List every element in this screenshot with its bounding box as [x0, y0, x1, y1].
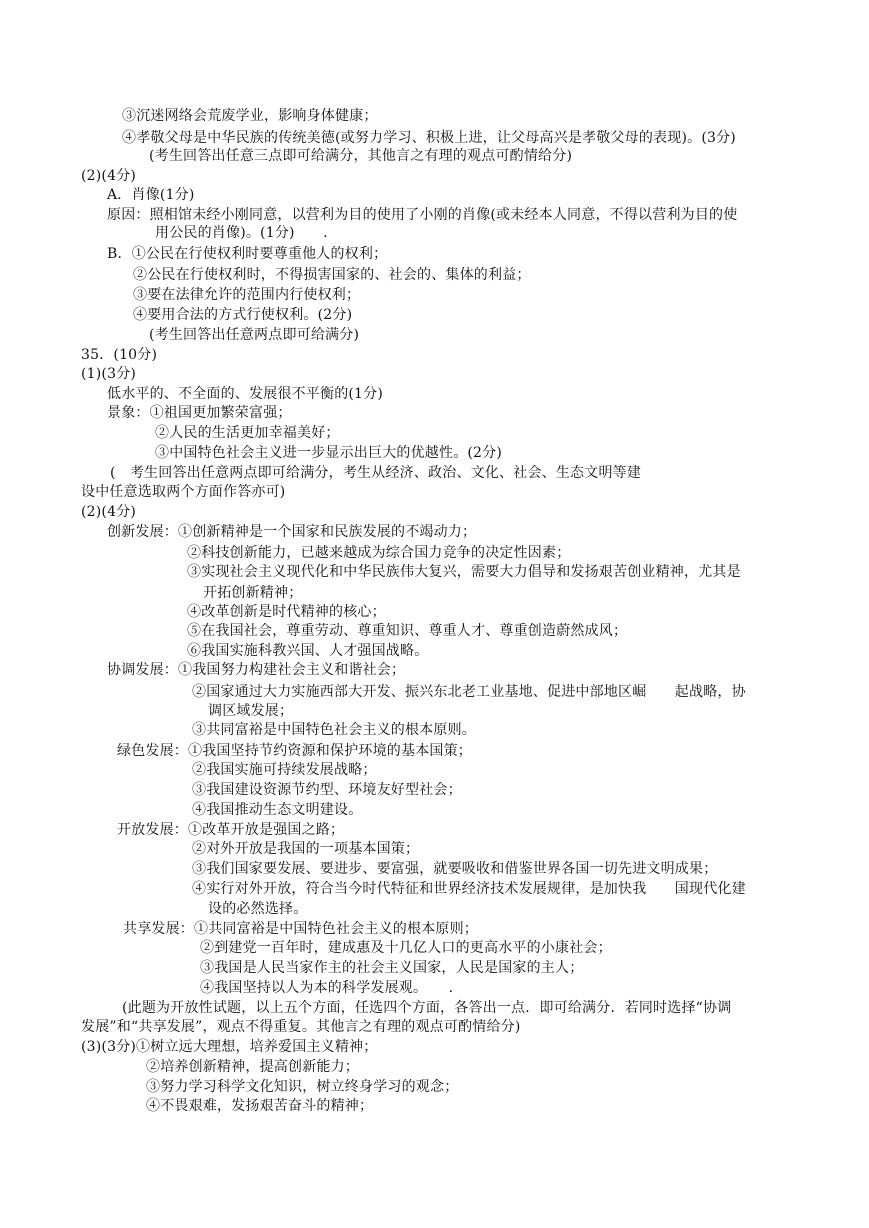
text-line: 景象：①祖国更加繁荣富强；	[107, 405, 292, 421]
text-line: 设中任意选取两个方面作答亦可)	[81, 484, 286, 500]
text-line: ③沉迷网络会荒废学业，影响身体健康；	[122, 108, 378, 124]
text-line: 绿色发展：①我国坚持节约资源和保护环境的基本国策；	[117, 743, 472, 759]
text-line: 开拓创新精神；	[203, 585, 303, 601]
text-line: ③努力学习科学文化知识，树立终身学习的观念；	[146, 1079, 459, 1095]
text-line: 发展”和“共享发展”，观点不得重复。其他言之有理的观点可酌情给分)	[81, 1019, 521, 1035]
text-line: ②到建党一百年时，建成惠及十几亿人口的更高水平的小康社会；	[200, 940, 612, 956]
text-line: ③我国建设资源节约型、环境友好型社会；	[192, 782, 462, 798]
text-line: ④不畏艰难，发扬艰苦奋斗的精神；	[146, 1098, 374, 1114]
text-line: 原因：照相馆未经小刚同意，以营利为目的使用了小刚的肖像(或未经本人同意，不得以营利为目的使	[107, 207, 738, 223]
text-line: ④我国坚持以人为本的科学发展观。 .	[200, 980, 454, 996]
text-line: 协调发展：①我国努力构建社会主义和谐社会；	[107, 662, 406, 678]
text-line: ④实行对外开放，符合当今时代特征和世界经济技术发展规律，是加快我 国现代化建	[192, 881, 746, 897]
text-line: ②培养创新精神，提高创新能力；	[146, 1059, 359, 1075]
text-line: A．肖像(1分)	[107, 187, 195, 203]
text-line: ③要在法律允许的范围内行使权利；	[133, 287, 361, 303]
text-line: ④改革创新是时代精神的核心；	[187, 604, 386, 620]
text-line: (考生回答出任意三点即可给满分，其他言之有理的观点可酌情给分)	[149, 148, 573, 164]
text-line: ( 考生回答出任意两点即可给满分，考生从经济、政治、文化、社会、生态文明等建	[110, 465, 642, 481]
text-line: ③共同富裕是中国特色社会主义的根本原则。	[192, 722, 476, 738]
text-line: 用公民的肖像)。(1分) .	[155, 225, 328, 241]
section-heading: (1)(3分)	[81, 366, 137, 382]
text-line: ③我国是人民当家作主的社会主义国家，人民是国家的主人；	[200, 960, 584, 976]
text-line: B．①公民在行使权利时要尊重他人的权利；	[107, 246, 388, 262]
text-line: 创新发展：①创新精神是一个国家和民族发展的不竭动力；	[107, 524, 477, 540]
section-heading: (3)(3分)①树立远大理想，培养爱国主义精神；	[81, 1039, 378, 1055]
text-line: (此题为开放性试题，以上五个方面，任选四个方面，各答出一点．即可给满分．若同时选择“协调	[122, 1000, 732, 1016]
section-heading: (2)(4分)	[81, 168, 137, 184]
text-line: ④要用合法的方式行使权利。(2分)	[133, 307, 353, 323]
text-line: ③实现社会主义现代化和中华民族伟大复兴，需要大力倡导和发扬艰苦创业精神，尤其是	[187, 564, 741, 580]
text-line: 开放发展：①改革开放是强国之路；	[117, 822, 345, 838]
text-line: ②人民的生活更加幸福美好；	[155, 425, 340, 441]
text-line: ④我国推动生态文明建设。	[192, 802, 363, 818]
text-line: 调区域发展；	[208, 703, 294, 719]
text-line: ②国家通过大力实施西部大开发、振兴东北老工业基地、促进中部地区崛 起战略，协	[192, 684, 746, 700]
text-line: 设的必然选择。	[208, 901, 308, 917]
text-line: (考生回答出任意两点即可给满分)	[149, 327, 360, 343]
text-line: ②对外开放是我国的一项基本国策；	[192, 841, 420, 857]
section-heading: (2)(4分)	[81, 504, 137, 520]
text-line: ④孝敬父母是中华民族的传统美德(或努力学习、积极上进，让父母高兴是孝敬父母的表现)。(3分)	[122, 130, 736, 146]
text-line: ③中国特色社会主义进一步显示出巨大的优越性。(2分)	[155, 445, 503, 461]
text-line: ②公民在行使权利时，不得损害国家的、社会的、集体的利益；	[133, 267, 531, 283]
text-line: ②我国实施可持续发展战略；	[192, 762, 377, 778]
question-heading: 35．(10分)	[81, 347, 158, 363]
text-line: ②科技创新能力，已越来越成为综合国力竞争的决定性因素；	[187, 545, 571, 561]
text-line: ③我们国家要发展、要进步、要富强，就要吸收和借鉴世界各国一切先进文明成果；	[192, 861, 718, 877]
text-line: 低水平的、不全面的、发展很不平衡的(1分)	[107, 386, 384, 402]
text-line: ⑤在我国社会，尊重劳动、尊重知识、尊重人才、尊重创造蔚然成风；	[187, 623, 628, 639]
text-line: ⑥我国实施科教兴国、人才强国战略。	[187, 643, 429, 659]
text-line: 共享发展：①共同富裕是中国特色社会主义的根本原则；	[123, 921, 478, 937]
